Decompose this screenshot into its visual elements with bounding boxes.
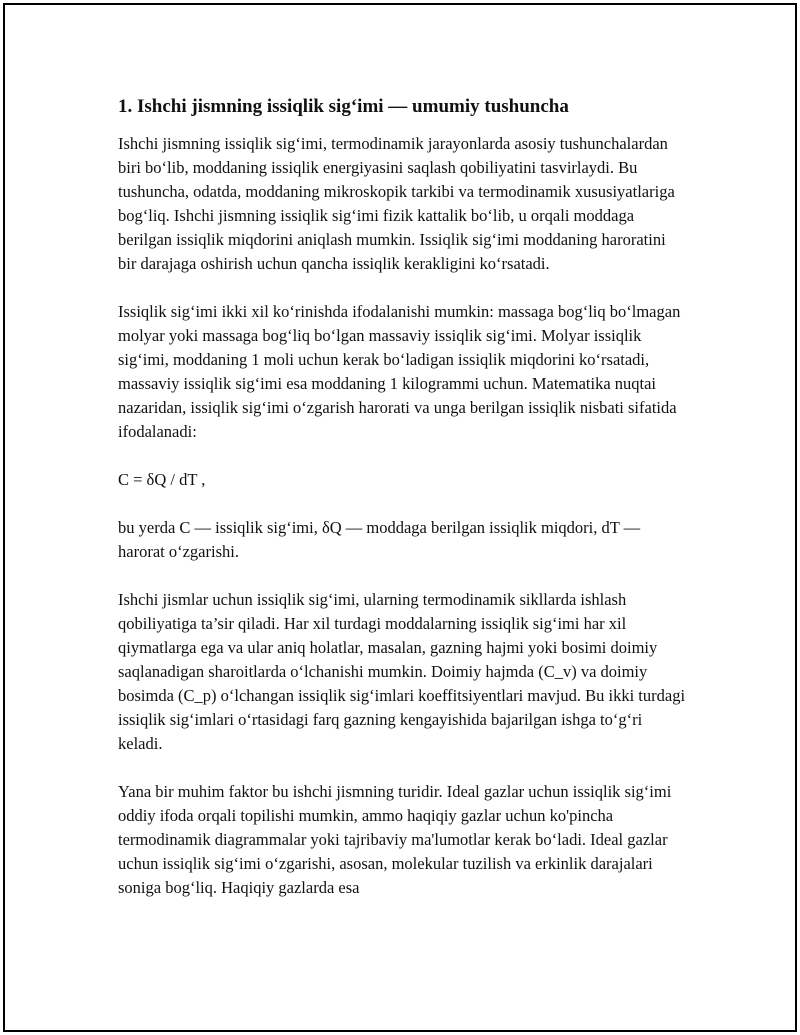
formula: C = δQ / dT , xyxy=(118,470,206,489)
document-body xyxy=(118,95,688,924)
paragraph-definition: Ishchi jismning issiqlik sig‘imi, termodinamik jarayonlarda asosiy tushunchalardan biri bo‘lib, moddaning issiqlik energiyasini saqlash qobiliyatini tasvirlaydi. Bu tushuncha, odatda, moddaning mikroskopik tarkibi va termodinamik xususiyatlariga bog‘liq. Ishchi jismning issiqlik sig‘imi fizik kattalik bo‘lib, u orqali moddaga berilgan issiqlik miqdorini aniqlash mumkin. Issiqlik sig‘imi moddaning haroratini bir darajaga oshirish uchun qancha issiqlik kerakligini ko‘rsatadi. xyxy=(118,134,675,273)
section-heading: 1. Ishchi jismning issiqlik sig‘imi — umumiy tushuncha xyxy=(118,96,569,117)
paragraph-working-bodies: Ishchi jismlar uchun issiqlik sig‘imi, ularning termodinamik sikllarda ishlash qobiliyatiga ta’sir qiladi. Har xil turdagi moddalarning issiqlik sig‘imi har xil qiymatlarga ega va ular aniq holatlar, masalan, gazning hajmi yoki bosimi doimiy saqlanadigan sharoitlarda o‘lchanishi mumkin. Doimiy hajmda (C_v) va doimiy bosimda (C_p) o‘lchangan issiqlik sig‘imlari koeffitsiyentlari mavjud. Bu ikki turdagi issiqlik sig‘imlari o‘rtasidagi farq gazning kengayishida bajarilgan ishga to‘g‘ri keladi. xyxy=(118,590,686,753)
paragraph-types: Issiqlik sig‘imi ikki xil ko‘rinishda ifodalanishi mumkin: massaga bog‘liq bo‘lmagan molyar yoki massaga bog‘liq bo‘lgan massaviy issiqlik sig‘imi. Molyar issiqlik sig‘imi, moddaning 1 moli uchun kerak bo‘ladigan issiqlik miqdorini ko‘rsatadi, massaviy issiqlik sig‘imi esa moddaning 1 kilogrammi uchun. Matematika nuqtai nazaridan, issiqlik sig‘imi o‘zgarish harorati va unga berilgan issiqlik nisbati sifatida ifodalanadi: xyxy=(118,302,681,441)
paragraph-formula-explanation: bu yerda C — issiqlik sig‘imi, δQ — moddaga berilgan issiqlik miqdori, dT — harorat o‘zgarishi. xyxy=(118,518,641,561)
paragraph-gas-types: Yana bir muhim faktor bu ishchi jismning turidir. Ideal gazlar uchun issiqlik sig‘imi oddiy ifoda orqali topilishi mumkin, ammo haqiqiy gazlar uchun ko'pincha termodinamik diagrammalar yoki tajribaviy ma'lumotlar kerak bo‘ladi. Ideal gazlar uchun issiqlik sig‘imi o‘zgarishi, asosan, molekular tuzilish va erkinlik darajalari soniga bog‘liq. Haqiqiy gazlarda esa xyxy=(118,782,672,897)
